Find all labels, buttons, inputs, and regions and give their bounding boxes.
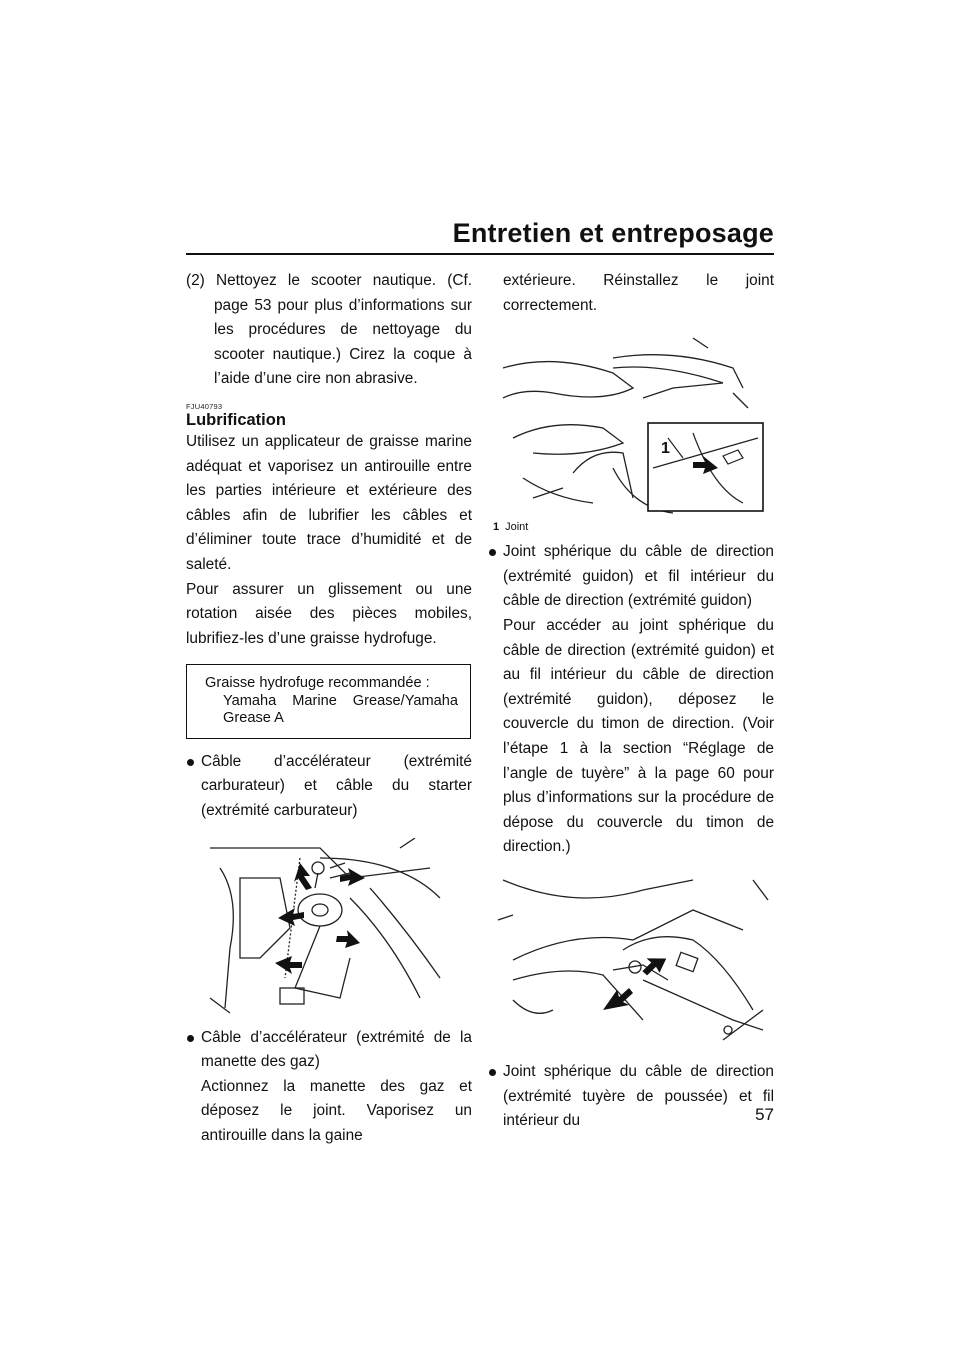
carburetor-diagram (200, 838, 450, 1018)
grease-spec-box (186, 664, 471, 739)
figure-callout-1: 1 (661, 440, 670, 458)
section-title: Lubrification (186, 410, 286, 429)
section-code: FJU40793 (186, 401, 223, 411)
bullet-steering-handlebar (488, 540, 774, 860)
right-column (488, 269, 774, 1134)
lubrication-paragraph-2: Pour assurer un glissement ou une rotation aisée des pièces mobiles, lubrifiez-les d’une graisse hydrofuge. (186, 580, 472, 647)
throttle-lever-diagram (493, 328, 773, 518)
grease-spec-title: Graisse hydrofuge recommandée : (205, 675, 430, 692)
bullet-throttle-lever-body: Actionnez la manette des gaz et déposez le joint. Vaporisez un antirouille dans la gaine (201, 1077, 472, 1144)
carburetor-cable-illustration (200, 838, 472, 1018)
bullet-steering-handlebar-body: Pour accéder au joint sphérique du câble de direction (extrémité guidon) et au fil intérieur du câble de direction (extrémité guidon), déposez le couvercle du timon de direction. (Voir l’étape 1 à la section “Réglage de l’angle de tuyère” à la page 60 pour plus d’informations sur la procédure de dépose du couvercle du timon de direction.) (503, 616, 774, 856)
bullet-throttle-carburetor (186, 750, 472, 824)
step-2-text: (2) Nettoyez le scooter nautique. (Cf. page 53 pour plus d’informations sur les procédures de nettoyage du scooter nautique.) Cirez la coque à l’aide d’une cire non abrasive. (186, 272, 472, 388)
bullet-throttle-carburetor-text: Câble d’accélérateur (extrémité carburateur) et câble du starter (extrémité carburateur) (201, 752, 472, 819)
throttle-lever-illustration (493, 328, 774, 518)
bullet-steering-nozzle (488, 1060, 774, 1134)
continued-text: extérieure. Réinstallez le joint correctement. (503, 272, 774, 314)
header-rule (186, 253, 774, 255)
bullet-steering-handlebar-title: Joint sphérique du câble de direction (extrémité guidon) et fil intérieur du câble de direction (extrémité guidon) (503, 543, 774, 610)
lubrication-paragraph-1: Utilisez un applicateur de graisse marine adéquat et vaporisez un antirouille entre les parties intérieure et extérieure des câbles afin de lubrifier les câbles et d’éliminer toute trace d’humidité et de saleté. (186, 432, 472, 573)
caption-number: 1 (493, 521, 500, 534)
grease-spec-value: Yamaha Marine Grease/Yamaha Grease A (223, 692, 458, 727)
steering-diagram (493, 870, 773, 1050)
steering-cable-illustration (493, 870, 774, 1050)
figure-caption (493, 520, 774, 534)
caption-text: Joint (505, 521, 529, 534)
bullet-throttle-lever-title: Câble d’accélérateur (extrémité de la manette des gaz) (201, 1028, 472, 1071)
page-number: 57 (755, 1105, 774, 1124)
left-column (186, 269, 472, 1149)
bullet-throttle-lever (186, 1026, 472, 1149)
page-title: Entretien et entreposage (452, 218, 774, 248)
bullet-steering-nozzle-text: Joint sphérique du câble de direction (extrémité tuyère de poussée) et fil intérieur du (503, 1062, 774, 1130)
